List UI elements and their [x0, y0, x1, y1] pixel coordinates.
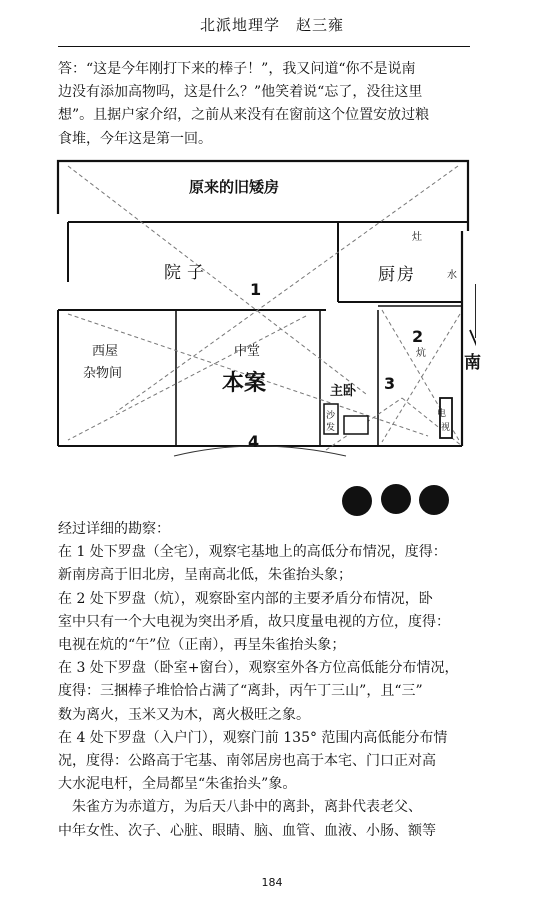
header-rule	[58, 46, 470, 47]
body-line: 在 4 处下罗盘（入户门），观察门前 135° 范围内高低能分布情	[58, 729, 448, 746]
south-label: 南	[464, 353, 481, 373]
body-line: 在 1 处下罗盘（全宅），观察宅基地上的高低分布情况，度得：	[58, 544, 447, 561]
body-line: 度得：三捆棒子堆恰恰占满了“离卦，丙午丁三山”，且“三”	[58, 683, 423, 700]
sofa-label-1: 沙	[326, 411, 336, 421]
page-number: 184	[261, 876, 283, 889]
body-line: 在 2 处下罗盘（炕），观察卧室内部的主要矛盾分布情况，卧	[58, 590, 433, 607]
intro-line: 边没有添加高物吗，这是什么？”他笑着说“忘了，没往这里	[58, 84, 423, 101]
tv-label-2: 视	[441, 423, 451, 433]
body-line: 室中只有一个大电视为突出矛盾，故只度量电视的方位，度得：	[58, 613, 450, 630]
stove-label: 灶	[412, 232, 422, 243]
body-line: 经过详细的勘察：	[58, 521, 170, 537]
point-2-label: 2	[412, 327, 424, 346]
water-label: 水	[447, 270, 457, 281]
intro-line: 答：“这是今年刚打下来的棒子！”，我又问道“你不是说南	[58, 61, 416, 77]
courtyard-label: 院子	[164, 263, 210, 283]
corn-bundle	[342, 486, 372, 516]
master-bedroom-label: 主卧	[330, 384, 357, 399]
body-line: 电视在炕的“午”位（正南），再呈朱雀抬头象；	[58, 637, 346, 654]
tv-label-1: 电	[437, 409, 447, 419]
old-house-label: 原来的旧矮房	[189, 178, 280, 196]
corn-bundle	[381, 484, 411, 514]
body-line: 况，度得：公路高于宅基、南邻居房也高于本宅、门口正对高	[58, 753, 436, 770]
body-paragraph	[58, 518, 486, 843]
running-header: 北派地理学 赵三雍	[199, 16, 344, 34]
body-line: 朱雀方为赤道方，为后天八卦中的离卦，离卦代表老父、	[58, 799, 422, 816]
main-hall-label: 中堂	[234, 344, 261, 359]
point-1-label: 1	[250, 280, 262, 299]
point-3-label: 3	[384, 374, 396, 393]
sight-line	[68, 166, 366, 394]
intro-paragraph	[58, 58, 486, 151]
body-line: 中年女性、次子、心脏、眼睛、脑、血管、血液、小肠、额等	[58, 822, 436, 839]
kitchen-label: 厨房	[378, 265, 416, 285]
door-arc	[174, 446, 346, 456]
body-line: 数为离火，玉米又为木，离火极旺之象。	[58, 706, 310, 723]
intro-line: 想”。且据户家介绍，之前从来没有在窗前这个位置安放过粮	[58, 107, 430, 124]
west-room-label: 西屋	[92, 344, 119, 359]
body-line: 新南房高于旧北房，呈南高北低，朱雀抬头象；	[58, 567, 352, 584]
sight-line	[402, 398, 462, 446]
intro-line: 食堆，今年这是第一回。	[58, 130, 212, 147]
point-4-label: 4	[248, 432, 260, 451]
altar-label: 本案	[222, 371, 267, 396]
storage-room-label: 杂物间	[83, 366, 123, 381]
bed-shape	[344, 416, 368, 434]
floor-plan-diagram	[56, 154, 481, 526]
body-line: 大水泥电杆，全局都呈“朱雀抬头”象。	[58, 776, 297, 793]
body-line: 在 3 处下罗盘（卧室+窗台），观察室外各方位高低能分布情况，	[58, 660, 459, 677]
sofa-label-2: 发	[326, 423, 336, 433]
kang-label: 炕	[416, 348, 426, 359]
corn-bundle	[419, 485, 449, 515]
sight-line	[116, 166, 458, 412]
